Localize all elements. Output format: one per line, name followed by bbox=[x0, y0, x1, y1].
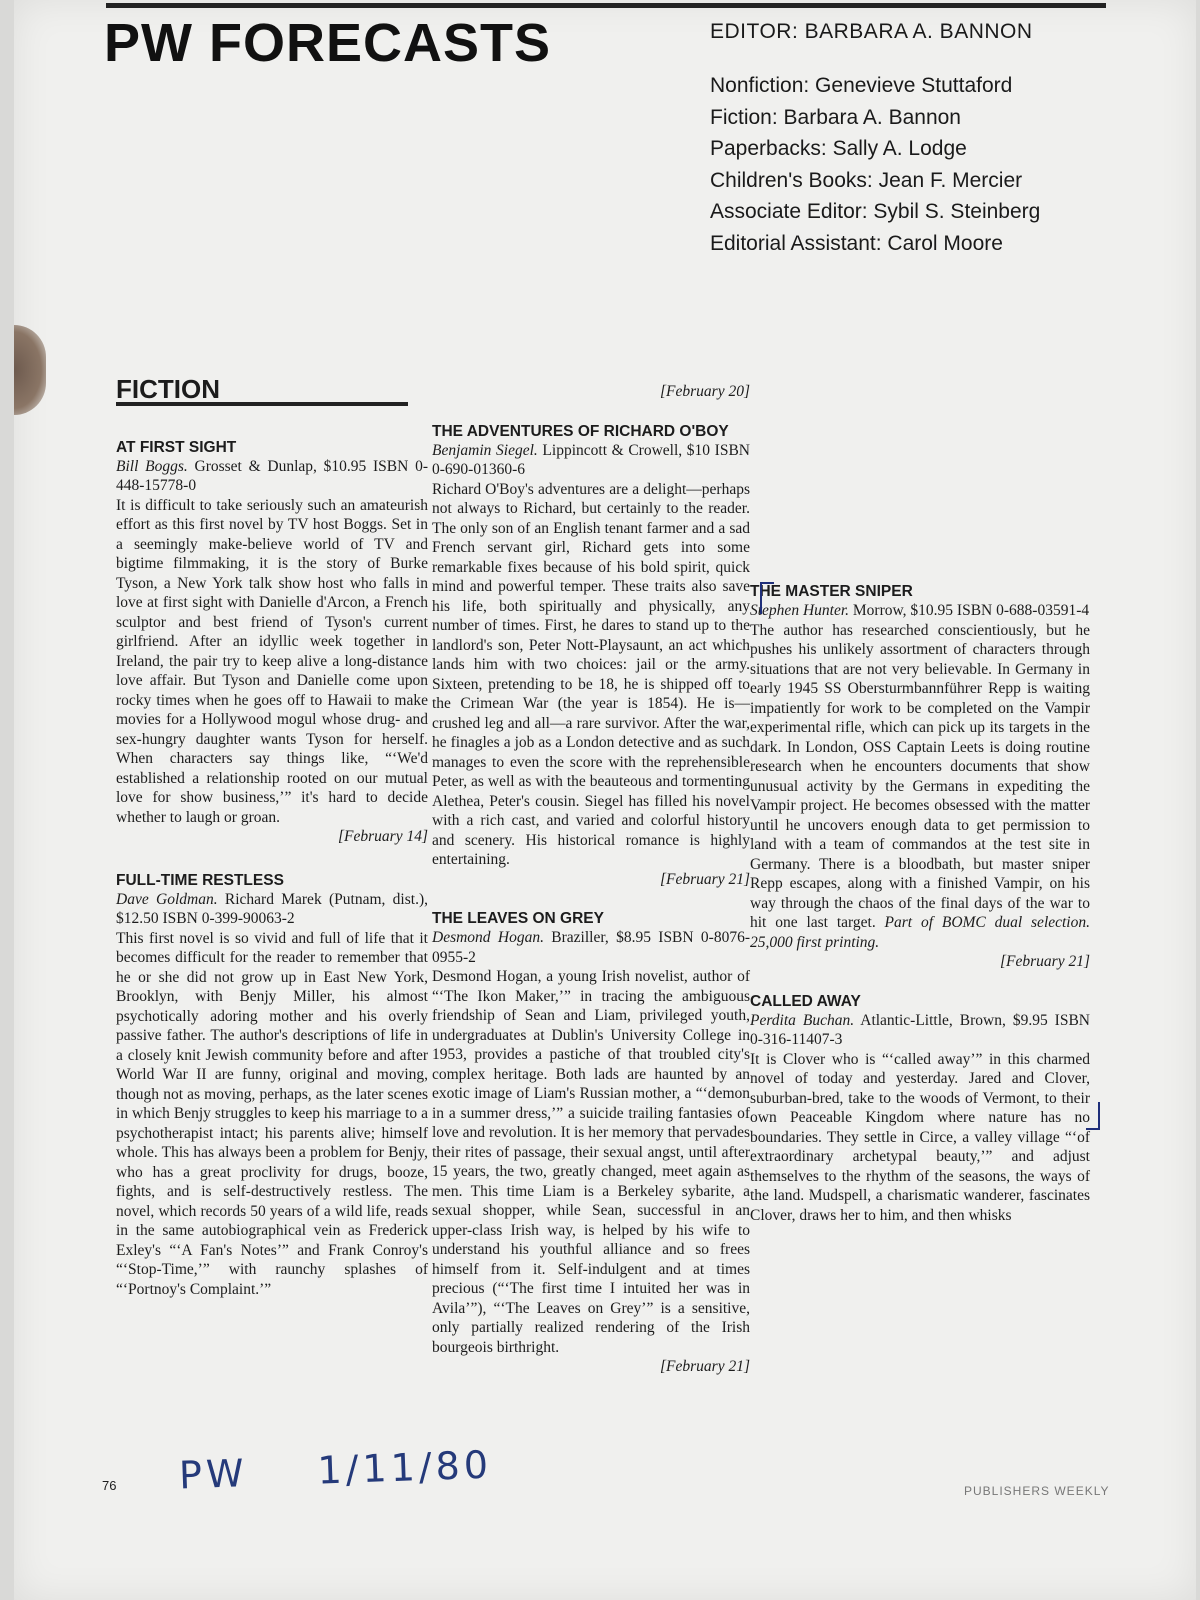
review-body: It is difficult to take seriously such an amateurish effort as this first novel by TV host Boggs. Set in a seemingly make-believe world of TV and bigtime filmmaking, it is the story of Burke Tyson, a New York talk show host who falls in love at first sight with Danielle d'Arcon, a French sculptor and best friend of Tyson's current girlfriend. After an idyllic week together in Ireland, the pair try to keep alive a long-distance love affair. But Tyson and Danielle come upon rocky times when he goes off to Hawaii to make movies for a Hollywood mogul whose drug- and sex-hungry daughter wants Tyson for herself. When characters say things like, “‘We'd established a relationship rooted on our mutual love for show business,’” it's hard to decide whether to laugh or groan. bbox=[116, 496, 428, 826]
review-byline bbox=[750, 601, 1090, 621]
editor-line: EDITOR: BARBARA A. BANNON bbox=[710, 20, 1033, 43]
review-full-time-restless bbox=[116, 871, 428, 1300]
review-author: Perdita Buchan. bbox=[750, 1011, 855, 1029]
review-publisher: Richard Marek (Putnam, dist.), $12.50 ISBN 0-399-90063-2 bbox=[116, 890, 428, 927]
review-title: AT FIRST SIGHT bbox=[116, 438, 237, 456]
review-called-away bbox=[750, 992, 1090, 1226]
staff-nonfiction: Nonfiction: Genevieve Stuttaford bbox=[710, 74, 1013, 97]
staff-childrens-books: Children's Books: Jean F. Mercier bbox=[710, 168, 1023, 192]
editorial-staff bbox=[710, 20, 1130, 259]
review-date: [February 20] bbox=[660, 383, 750, 400]
review-author: Dave Goldman. bbox=[116, 890, 218, 908]
magazine-page bbox=[14, 0, 1196, 1600]
review-byline bbox=[116, 890, 428, 929]
review-date: [February 21] bbox=[1000, 953, 1090, 970]
review-publisher: Lippincott & Crowell, $10 ISBN 0-690-01360-6 bbox=[432, 441, 750, 478]
pen-bracket-open bbox=[760, 582, 774, 614]
review-date: [February 21] bbox=[660, 1358, 750, 1375]
review-body: This first novel is so vivid and full of life that it becomes difficult for the reader to remember that he or she did not grow up in East New York, Brooklyn, with Benjy Miller, his almost psychotically adoring mother and his overly passive father. The author's descriptions of life in a closely knit Jewish community before and after World War II are funny, original and moving, though not as moving, perhaps, as the later scenes in which Benjy struggles to keep his marriage to a psychotherapist intact; his parents alive; himself whole. This has always been a problem for Benjy, who has a great proclivity for drugs, booze, fights, and is self-destructively restless. The novel, which records 50 years of a wild life, reads in the same autobiographical vein as Frederick Exley's “‘A Fan's Notes’” and Frank Conroy's “‘Stop-Time,’” with raunchy splashes of “‘Portnoy's Complaint.’” bbox=[116, 929, 428, 1298]
top-rule bbox=[106, 3, 1106, 8]
review-date: [February 21] bbox=[660, 870, 750, 888]
review-body bbox=[750, 621, 1090, 953]
review-leaves-on-grey bbox=[432, 909, 750, 1377]
review-author: Desmond Hogan. bbox=[432, 929, 544, 946]
review-byline bbox=[432, 441, 750, 480]
review-publisher: Grosset & Dunlap, $10.95 ISBN 0-448-15778-0 bbox=[116, 457, 428, 494]
section-title: FICTION bbox=[116, 380, 408, 406]
review-body-italic: Part of BOMC dual selection. 25,000 first printing. bbox=[750, 914, 1090, 951]
review-body: Desmond Hogan, a young Irish novelist, author of “‘The Ikon Maker,’” in tracing the ambiguous friendship of Sean and Liam, privileged youth, undergraduates at Dublin's University College in 1953, provides a pastiche of that troubled city's complex heritage. Both lads are haunted by an exotic image of Liam's Russian mother, a “‘demon in a summer dress,’” a suicide trailing fantasies of love and revolution. It is her memory that pervades their rites of passage, their sexual angst, until after 15 years, the two, greatly changed, meet again as men. This time Liam is a Berkeley sybarite, a sexual shopper, while Sean, successful in an upper-class Irish way, is helped by his wife to understand his youthful alliance and so frees himself from it. Self-indulgent and at times precious (“‘The first time I intuited her was in Avila’”), “‘The Leaves on Grey’” is a sensitive, only partially realized rendering of the Irish bourgeois birthright. bbox=[432, 968, 750, 1356]
handwritten-annotation bbox=[178, 1443, 492, 1498]
review-publisher: Atlantic-Little, Brown, $9.95 ISBN 0-316-11407-3 bbox=[750, 1011, 1090, 1048]
review-author: Stephen Hunter. bbox=[750, 602, 850, 619]
staff-associate-editor: Associate Editor: Sybil S. Steinberg bbox=[710, 200, 1041, 223]
review-body: It is Clover who is “‘called away’” in this charmed novel of today and yesterday. Jared and Clover, suburban-bred, take to the woods of Vermont, to their own Peaceable Kingdom where nature has no boundaries. They settle in Circe, a valley village “‘of extraordinary archetypal beauty,’” and adjust themselves to the rhythm of the seasons, the ways of the land. Mudspell, a charismatic wanderer, fascinates Clover, draws her to him, and then whisks bbox=[750, 1050, 1090, 1224]
staff-editorial-assistant: Editorial Assistant: Carol Moore bbox=[710, 231, 1003, 255]
review-title: THE MASTER SNIPER bbox=[750, 583, 913, 600]
review-byline bbox=[116, 457, 428, 496]
review-body-text: The author has researched conscientiously, but he pushes his unlikely assortment of characters through situations that are not very believable. In Germany in early 1945 SS Obersturmbannführer Repp is waiting impatiently for work to be completed on the Vampir experimental rifle, which can pick up its targets in the dark. In London, OSS Captain Leets is doing routine research when he encounters documents that show unusual activity by the Germans in expediting the Vampir project. He becomes obsessed with the matter until he uncovers enough data to get permission to land with a team of commandos at the test site in Germany. There is a bloodbath, but master sniper Repp escapes, along with a finished Vampir, on his way through the chaos of the final days of the war to hit one last target. bbox=[750, 621, 1090, 931]
finger-edge bbox=[14, 325, 46, 415]
review-title: FULL-TIME RESTLESS bbox=[116, 871, 284, 889]
staff-fiction: Fiction: Barbara A. Bannon bbox=[710, 105, 961, 129]
publication-name: PUBLISHERS WEEKLY bbox=[964, 1484, 1110, 1498]
pen-bracket-close bbox=[1086, 1102, 1100, 1130]
review-byline bbox=[750, 1011, 1090, 1050]
review-master-sniper bbox=[750, 582, 1090, 972]
review-author: Bill Boggs. bbox=[116, 457, 188, 475]
review-title: THE ADVENTURES OF RICHARD O'BOY bbox=[432, 422, 729, 440]
review-publisher: Morrow, $10.95 ISBN 0-688-03591-4 bbox=[849, 602, 1090, 619]
review-date: [February 14] bbox=[338, 828, 428, 845]
review-publisher: Braziller, $8.95 ISBN 0-8076-0955-2 bbox=[432, 929, 750, 966]
staff-paperbacks: Paperbacks: Sally A. Lodge bbox=[710, 137, 967, 160]
review-author: Benjamin Siegel. bbox=[432, 441, 538, 459]
handwritten-note: PW bbox=[178, 1451, 249, 1498]
masthead-title: PW FORECASTS bbox=[104, 13, 552, 73]
review-body: Richard O'Boy's adventures are a delight—perhaps not always to Richard, but certainly to the reader. The only son of an English tenant farmer and a sad French servant girl, Richard gets into some remarkable fixes because of his bold spirit, quick mind and powerful temper. These traits also save his life, both spiritually and physically, any number of times. First, he dares to stand up to the landlord's son, Peter Nott-Playsaunt, an act which lands him with two choices: jail or the army. Sixteen, pretending to be 18, he is shipped off to the Crimean War (the year is 1854). He is—crushed leg and all—a rare survivor. After the war, he finagles a job as a London detective and as such manages to even the score with the reprehensible Peter, as well as with the beauteous and tormenting Alethea, Peter's cousin. Siegel has filled his novel with a rich cast, and varied and colorful history and scenery. His historical romance is highly entertaining. bbox=[432, 480, 750, 868]
column-3 bbox=[750, 382, 1090, 1225]
column-1 bbox=[116, 374, 428, 1299]
page-number: 76 bbox=[102, 1478, 117, 1493]
handwritten-date: 1/11/80 bbox=[316, 1442, 493, 1493]
review-adventures-of-richard-oboy bbox=[432, 422, 750, 890]
review-title: THE LEAVES ON GREY bbox=[432, 910, 604, 927]
review-at-first-sight bbox=[116, 438, 428, 847]
column-2 bbox=[432, 382, 750, 1377]
review-title: CALLED AWAY bbox=[750, 992, 861, 1010]
review-byline bbox=[432, 928, 750, 967]
